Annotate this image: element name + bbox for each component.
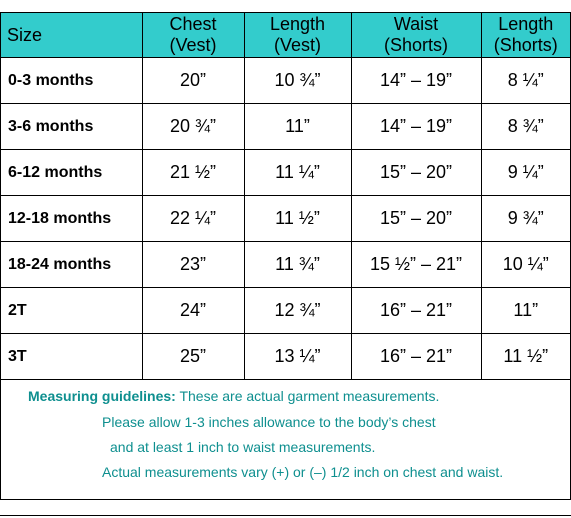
waist-cell: 16” – 21” (351, 334, 481, 380)
column-header-length-vest: Length (Vest) (244, 13, 351, 58)
size-cell: 0-3 months (1, 58, 142, 104)
table-row (1, 242, 570, 288)
size-cell: 3-6 months (1, 104, 142, 150)
length-vest-cell: 11 ¾” (244, 242, 351, 288)
size-cell: 6-12 months (1, 150, 142, 196)
waist-cell: 14” – 19” (351, 104, 481, 150)
guidelines-line-4: Actual measurements vary (+) or (–) 1/2 inch on chest and waist. (102, 464, 504, 480)
length-vest-cell: 13 ¼” (244, 334, 351, 380)
chest-cell: 24” (142, 288, 244, 334)
length-shorts-cell: 10 ¼” (481, 242, 570, 288)
waist-cell: 16” – 21” (351, 288, 481, 334)
length-vest-cell: 12 ¾” (244, 288, 351, 334)
length-shorts-cell: 8 ¾” (481, 104, 570, 150)
guidelines-text-1: These are actual garment measurements. (175, 388, 440, 404)
table-row (1, 104, 570, 150)
chest-cell: 20” (142, 58, 244, 104)
chest-cell: 25” (142, 334, 244, 380)
column-header-size: Size (1, 13, 142, 58)
column-header-length-shorts: Length (Shorts) (481, 13, 570, 58)
table-row (1, 196, 570, 242)
waist-cell: 15 ½” – 21” (351, 242, 481, 288)
size-table (1, 13, 570, 380)
length-vest-cell: 11” (244, 104, 351, 150)
size-cell: 2T (1, 288, 142, 334)
size-cell: 12-18 months (1, 196, 142, 242)
chest-cell: 20 ¾” (142, 104, 244, 150)
length-vest-cell: 10 ¾” (244, 58, 351, 104)
guidelines-label: Measuring guidelines: (28, 388, 176, 404)
waist-cell: 15” – 20” (351, 196, 481, 242)
guidelines-line-2: Please allow 1-3 inches allowance to the body’s chest (102, 414, 436, 430)
length-vest-cell: 11 ¼” (244, 150, 351, 196)
waist-cell: 15” – 20” (351, 150, 481, 196)
table-row (1, 150, 570, 196)
length-shorts-cell: 11 ½” (481, 334, 570, 380)
waist-cell: 14” – 19” (351, 58, 481, 104)
chest-cell: 21 ½” (142, 150, 244, 196)
column-header-chest-vest: Chest (Vest) (142, 13, 244, 58)
table-row (1, 58, 570, 104)
size-cell: 3T (1, 334, 142, 380)
bottom-divider (0, 515, 571, 516)
guidelines-line-1 (28, 388, 439, 404)
chest-cell: 23” (142, 242, 244, 288)
length-shorts-cell: 11” (481, 288, 570, 334)
table-row (1, 334, 570, 380)
size-cell: 18-24 months (1, 242, 142, 288)
length-shorts-cell: 8 ¼” (481, 58, 570, 104)
length-shorts-cell: 9 ¾” (481, 196, 570, 242)
table-row (1, 288, 570, 334)
length-shorts-cell: 9 ¼” (481, 150, 570, 196)
chest-cell: 22 ¼” (142, 196, 244, 242)
column-header-waist-shorts: Waist (Shorts) (351, 13, 481, 58)
table-header-row (1, 13, 570, 58)
size-chart (0, 12, 571, 500)
length-vest-cell: 11 ½” (244, 196, 351, 242)
guidelines-line-3: and at least 1 inch to waist measurements. (110, 439, 376, 455)
